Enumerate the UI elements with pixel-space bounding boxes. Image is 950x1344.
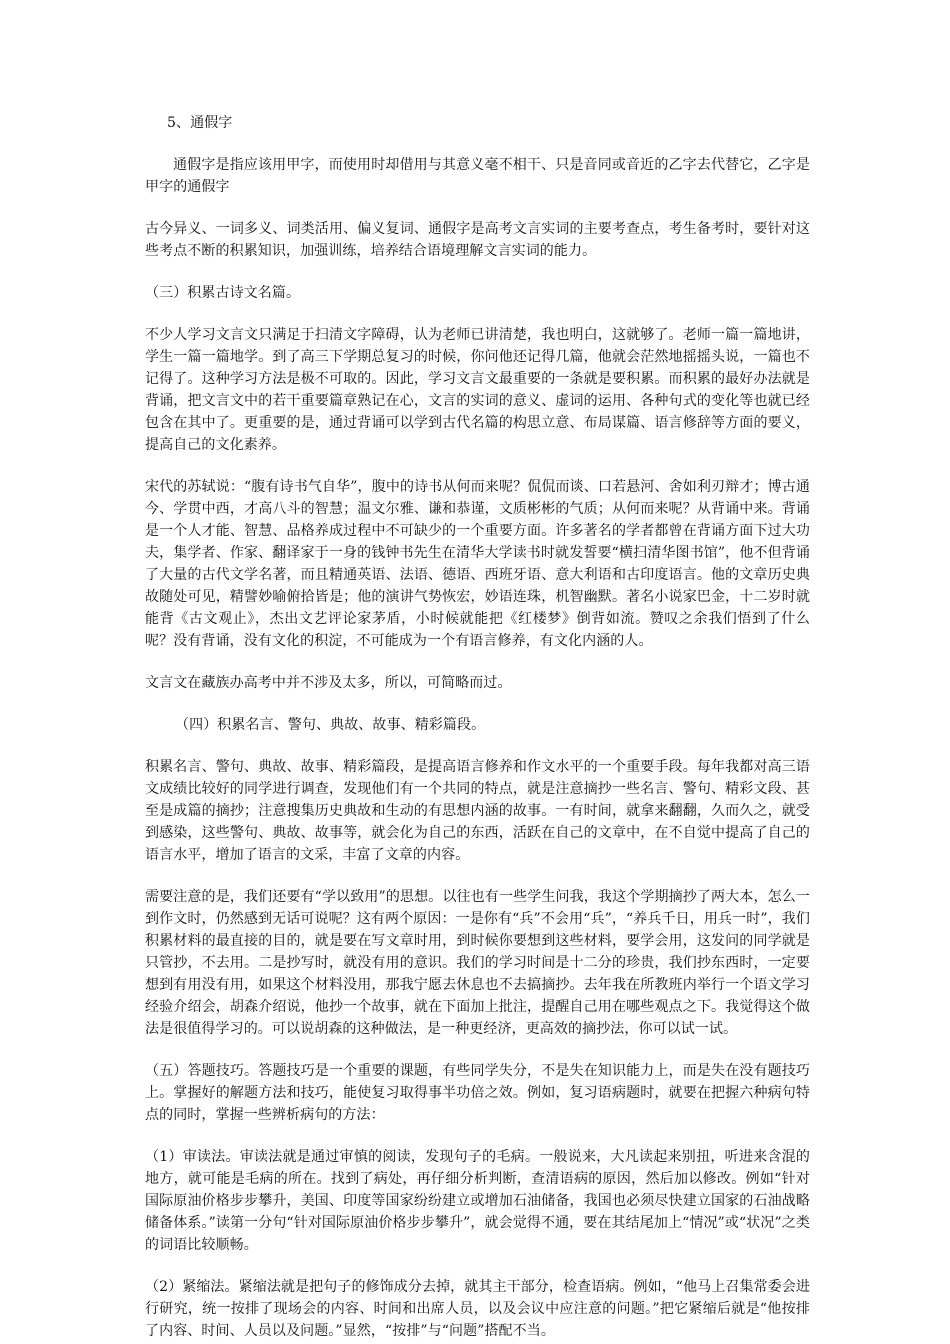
paragraph-answer-skills: （五）答题技巧。答题技巧是一个重要的课题，有些同学失分，不是失在知识能力上，而是失在没有题技巧上。掌握好的解题方法和技巧，能使复习取得事半功倍之效。例如，复习语病题时，就要在把握六种病句特点的同时，掌握一些辨析病句的方法： <box>145 1063 810 1123</box>
paragraph-exam-points: 古今异义、一词多义、词类活用、偏义复词、通假字是高考文言实词的主要考查点，考生备考时，要针对这些考点不断的积累知识，加强训练，培养结合语境理解文言实词的能力。 <box>145 221 810 259</box>
paragraph-recitation: 不少人学习文言文只满足于扫清文字障碍，认为老师已讲清楚，我也明白，这就够了。老师一篇一篇地讲，学生一篇一篇地学。到了高三下学期总复习的时候，你问他还记得几篇，他就会茫然地摇摇头说，一篇也不记得了。这种学习方法是极不可取的。因此，学习文言文最重要的一条就是要积累。而积累的最好办法就是背诵，把文言文中的若干重要篇章熟记在心，文言的实词的意义、虚词的运用、各种句式的变化等也就已经包含在其中了。更重要的是，通过背诵可以学到古代名篇的构思立意、布局谋篇、语言修辞等方面的要义，提高自己的文化素养。 <box>145 327 810 453</box>
paragraph-method-condense: （2）紧缩法。紧缩法就是把句子的修饰成分去掉，就其主干部分，检查语病。例如，“他马上召集常委会进行研究，统一按排了现场会的内容、时间和出席人员，以及会议中应注意的问题。”把它紧缩后就是“他按排了内容、时间、人员以及问题。”显然，“按排”与“问题”搭配不当。 <box>145 1279 810 1339</box>
paragraph-accumulate-quotes: 积累名言、警句、典故、故事、精彩篇段，是提高语言修养和作文水平的一个重要手段。每年我都对高三语文成绩比较好的同学进行调查，发现他们有一个共同的特点，就是注意摘抄一些名言、警句、精彩文段、甚至是成篇的摘抄；注意搜集历史典故和生动的有思想内涵的故事。一有时间，就拿来翻翻，久而久之，就受到感染，这些警句、典故、故事等，就会化为自己的东西，活跃在自己的文章中，在不自觉中提高了自己的语言水平，增加了语言的文采，丰富了文章的内容。 <box>145 759 810 863</box>
section-heading-ancient-poems: （三）积累古诗文名篇。 <box>145 285 301 301</box>
section-heading-quotes: （四）积累名言、警句、典故、故事、精彩篇段。 <box>175 717 486 733</box>
document-page <box>145 112 810 1342</box>
section-heading-tongjiazi: 5、通假字 <box>167 115 233 131</box>
paragraph-tongjiazi-definition: 通假字是指应该用甲字，而使用时却借用与其意义毫不相干、只是音同或音近的乙字去代替它，乙字是甲字的通假字 <box>145 157 810 195</box>
paragraph-su-shi: 宋代的苏轼说：“腹有诗书气自华”，腹中的诗书从何而来呢？侃侃而谈、口若悬河、舍如利刃辩才；博古通今、学贯中西，才高八斗的智慧；温文尔雅、谦和恭谨，文质彬彬的气质；从何而来呢？从背诵中来。背诵是一个人才能、智慧、品格养成过程中不可缺少的一个重要方面。许多著名的学者都曾在背诵方面下过大功夫，集学者、作家、翻译家于一身的钱钟书先生在清华大学读书时就发誓要“横扫清华图书馆”，他不但背诵了大量的古代文学名著，而且精通英语、法语、德语、西班牙语、意大利语和古印度语言。他的文章历史典故随处可见，精譬妙喻俯拾皆是；他的演讲气势恢宏，妙语连珠，机智幽默。著名小说家巴金，十二岁时就能背《古文观止》，杰出文艺评论家茅盾，小时候就能把《红楼梦》倒背如流。赞叹之余我们悟到了什么呢？没有背诵，没有文化的积淀，不可能成为一个有语言修养，有文化内涵的人。 <box>145 479 810 649</box>
paragraph-tibetan-exam: 文言文在藏族办高考中并不涉及太多，所以，可简略而过。 <box>145 675 512 691</box>
paragraph-method-review: （1）审读法。审读法就是通过审慎的阅读，发现句子的毛病。一般说来，大凡读起来别扭，听进来含混的地方，就可能是毛病的所在。找到了病处，再仔细分析判断，查清语病的原因，然后加以修改。例如“针对国际原油价格步步攀升，美国、印度等国家纷纷建立或增加石油储备，我国也必须尽快建立国家的石油战略储备体系。”读第一分句“针对国际原油价格步步攀升”，就会觉得不通，要在其结尾加上“情况”或“状况”之类的词语比较顺畅。 <box>145 1149 810 1253</box>
paragraph-apply-learning: 需要注意的是，我们还要有“学以致用”的思想。以往也有一些学生问我，我这个学期摘抄了两大本，怎么一到作文时，仍然感到无话可说呢？这有两个原因：一是你有“兵”不会用“兵”，“养兵千日，用兵一时”，我们积累材料的最直接的目的，就是要在写文章时用，到时候你要想到这些材料，要学会用，这发问的同学就是只管抄，不去用。二是抄写时，就没有用的意识。我们的学习时间是十二分的珍贵，我们抄东西时，一定要想到有用没有用，如果这个材料没用，那我宁愿去休息也不去搞摘抄。去年我在所教班内举行一个语文学习经验介绍会，胡森介绍说，他抄一个故事，就在下面加上批注，提醒自己用在哪些观点之下。我觉得这个做法是很值得学习的。可以说胡森的这种做法，是一种更经济，更高效的摘抄法，你可以试一试。 <box>145 889 810 1037</box>
